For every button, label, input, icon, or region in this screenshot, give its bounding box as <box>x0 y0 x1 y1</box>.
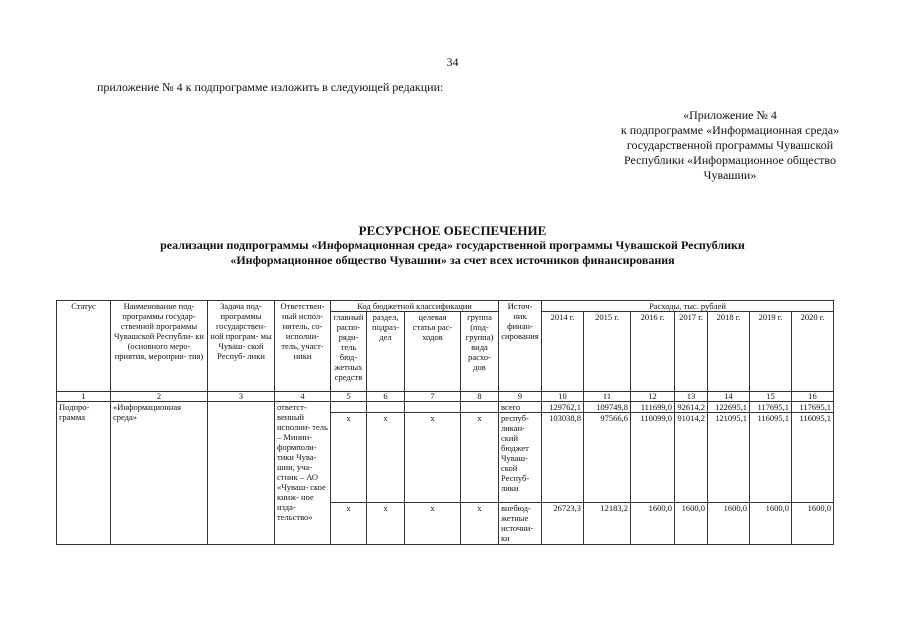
column-number: 13 <box>675 392 708 402</box>
code-cell: х <box>367 503 405 545</box>
value-cell: 1600,0 <box>675 503 708 545</box>
value-cell: 116095,1 <box>750 413 792 503</box>
value-cell: 103038,8 <box>542 413 584 503</box>
value-cell: 117695,1 <box>750 402 792 413</box>
column-number-row <box>57 392 834 402</box>
header-year: 2015 г. <box>584 312 631 392</box>
column-number: 16 <box>792 392 834 402</box>
subtitle-line: «Информационное общество Чувашии» за счет всех источников финансирования <box>230 253 675 267</box>
header-year: 2018 г. <box>708 312 750 392</box>
column-number: 1 <box>57 392 111 402</box>
intro-text: приложение № 4 к подпрограмме изложить в следующей редакции: <box>97 80 444 94</box>
header-status: Статус <box>57 301 111 392</box>
header-source: Источ- ник финан- сирования <box>499 301 542 392</box>
value-cell: 109749,8 <box>584 402 631 413</box>
header-year: 2019 г. <box>750 312 792 392</box>
code-cell: х <box>461 503 499 545</box>
responsible-cell: ответст- венный исполни- тель – Минин- формполи- тики Чува- шии, уча- стник – АО «Чуваш- ское книж- ное изда- тельство» <box>275 402 331 545</box>
value-cell: 1600,0 <box>750 503 792 545</box>
source-cell: респуб- ликан- ский бюджет Чуваш- ской Респуб- лики <box>499 413 542 503</box>
code-cell: х <box>331 413 367 503</box>
value-cell: 1600,0 <box>631 503 675 545</box>
column-number: 11 <box>584 392 631 402</box>
resource-table <box>56 300 834 545</box>
value-cell: 97566,6 <box>584 413 631 503</box>
column-number: 5 <box>331 392 367 402</box>
appendix-line: «Приложение № 4 <box>683 108 777 122</box>
value-cell: 26723,3 <box>542 503 584 545</box>
value-cell: 121095,1 <box>708 413 750 503</box>
header-chief-manager: главный распо- ряди- тель бюд- жетных средств <box>331 312 367 392</box>
program-name-cell: «Информационная среда» <box>111 402 208 545</box>
task-cell <box>208 402 275 545</box>
column-number: 7 <box>405 392 461 402</box>
header-row <box>57 301 834 312</box>
code-cell: х <box>331 503 367 545</box>
header-year: 2020 г. <box>792 312 834 392</box>
code-cell <box>461 402 499 413</box>
value-cell: 111699,0 <box>631 402 675 413</box>
header-budget-code: Код бюджетной классификации <box>331 301 499 312</box>
status-cell: Подпро- грамма <box>57 402 111 545</box>
header-target-article: целевая статья рас- ходов <box>405 312 461 392</box>
column-number: 6 <box>367 392 405 402</box>
column-number: 12 <box>631 392 675 402</box>
appendix-line: Республики «Информационное общество <box>623 153 836 167</box>
column-number: 8 <box>461 392 499 402</box>
column-number: 10 <box>542 392 584 402</box>
value-cell: 1600,0 <box>708 503 750 545</box>
table-row <box>57 402 834 413</box>
value-cell: 1600,0 <box>792 503 834 545</box>
code-cell <box>331 402 367 413</box>
value-cell: 92614,2 <box>675 402 708 413</box>
header-year: 2014 г. <box>542 312 584 392</box>
code-cell <box>367 402 405 413</box>
value-cell: 91014,2 <box>675 413 708 503</box>
value-cell: 12183,2 <box>584 503 631 545</box>
subtitle-line: реализации подпрограммы «Информационная среда» государственной программы Чувашской Республики <box>160 238 745 252</box>
source-cell: внебюд- жетные источни- ки <box>499 503 542 545</box>
value-cell: 122695,1 <box>708 402 750 413</box>
column-number: 9 <box>499 392 542 402</box>
code-cell <box>405 402 461 413</box>
header-expenses: Расходы, тыс. рублей <box>542 301 834 312</box>
header-section: раздел, подраз- дел <box>367 312 405 392</box>
page-number: 34 <box>446 55 459 69</box>
value-cell: 110099,0 <box>631 413 675 503</box>
appendix-heading <box>560 108 900 183</box>
column-number: 2 <box>111 392 208 402</box>
header-task: Задача под- программы государствен- ной програм- мы Чуваш- ской Респуб- лики <box>208 301 275 392</box>
code-cell: х <box>405 413 461 503</box>
value-cell: 129762,1 <box>542 402 584 413</box>
appendix-line: к подпрограмме «Информационная среда» <box>620 123 840 137</box>
column-number: 4 <box>275 392 331 402</box>
column-number: 14 <box>708 392 750 402</box>
header-responsible: Ответствен- ный испол- нитель, со- исполни- тель, участ- ники <box>275 301 331 392</box>
value-cell: 116095,1 <box>792 413 834 503</box>
code-cell: х <box>461 413 499 503</box>
appendix-line: Чувашии» <box>703 168 757 182</box>
column-number: 3 <box>208 392 275 402</box>
source-cell: всего <box>499 402 542 413</box>
column-number: 15 <box>750 392 792 402</box>
code-cell: х <box>405 503 461 545</box>
header-expense-group: группа (под- группа) вида расхо- дов <box>461 312 499 392</box>
document-subtitle <box>40 238 865 268</box>
document-title: РЕСУРСНОЕ ОБЕСПЕЧЕНИЕ <box>358 223 547 238</box>
header-name: Наименование под- программы государ- ственной программы Чувашской Республи- ки (основного меро- приятия, мероприя- тия) <box>111 301 208 392</box>
code-cell: х <box>367 413 405 503</box>
header-year: 2017 г. <box>675 312 708 392</box>
appendix-line: государственной программы Чувашской <box>626 138 834 152</box>
header-year: 2016 г. <box>631 312 675 392</box>
value-cell: 117695,1 <box>792 402 834 413</box>
